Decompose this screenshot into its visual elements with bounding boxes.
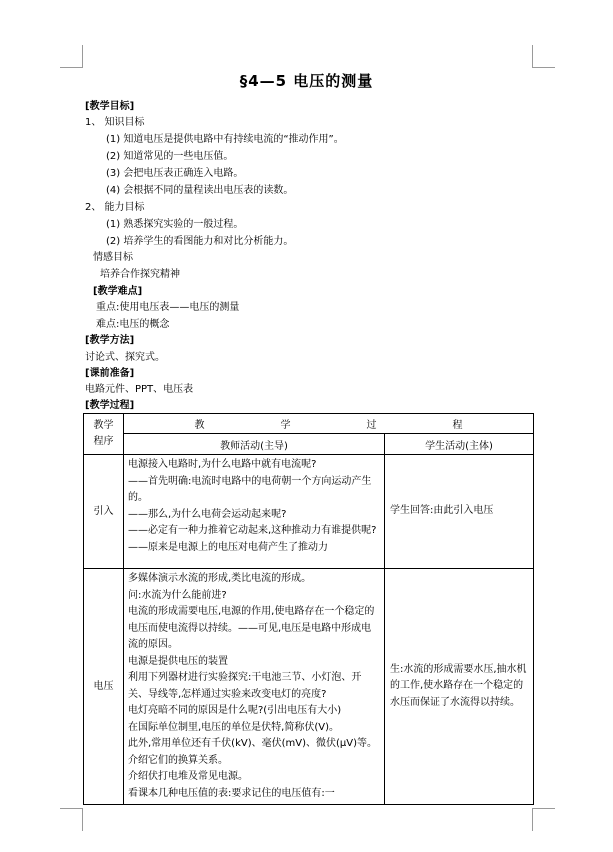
goals-heading: [教学目标] <box>85 101 135 112</box>
header-stage-cell <box>84 414 124 455</box>
knowledge-item: (2) 知道常见的一些电压值。 <box>106 151 234 162</box>
key-point: 重点:使用电压表——电压的测量 <box>96 302 240 313</box>
teacher-line: ——首先明确:电流时电路中的电荷朝一个方向运动产生的。 <box>128 475 372 503</box>
header-stage-line: 程序 <box>93 436 114 447</box>
header-process <box>124 414 534 434</box>
knowledge-item: (3) 会把电压表正确连入电路。 <box>106 168 244 179</box>
teacher-line: 电灯亮暗不同的原因是什么呢?(引出电压有大小) <box>128 705 342 716</box>
crop-mark-top-left-v <box>82 45 83 68</box>
ability-item: (1) 熟悉探究实验的一般过程。 <box>106 219 244 230</box>
crop-mark-top-right-v <box>532 45 533 68</box>
teacher-line: 电源是提供电压的装置 <box>128 655 228 667</box>
crop-mark-top-right-h <box>532 67 555 68</box>
crop-mark-bottom-left-v <box>82 808 83 831</box>
stage-cell: 电压 <box>84 569 124 805</box>
method-text: 讨论式、探究式。 <box>85 352 165 363</box>
teacher-line: ——原来是电源上的电压对电荷产生了推动力 <box>128 541 328 553</box>
stage-cell: 引入 <box>84 455 124 569</box>
header-stage-line: 教学 <box>93 420 114 431</box>
crop-mark-bottom-right-h <box>532 808 555 809</box>
teacher-line: 电源接入电路时,为什么电路中就有电流呢? <box>128 459 317 470</box>
teacher-line: 电流的形成需要电压,电源的作用,使电路存在一个稳定的电压而使电流得以持续。——可见,电压是电路中形成电流的原因。 <box>128 606 375 650</box>
header-process-char: 程 <box>452 420 463 431</box>
header-process-char: 学 <box>280 420 291 431</box>
crop-mark-top-left-h <box>60 67 83 68</box>
header-teacher: 教师活动(主导) <box>124 434 385 455</box>
teacher-activity-cell <box>124 569 385 805</box>
teacher-line: ——必定有一种力推着它动起来,这种推动力有谁提供呢? <box>128 525 377 536</box>
prep-heading: [课前准备] <box>85 368 135 379</box>
crop-mark-bottom-right-v <box>532 808 533 831</box>
teacher-activity-cell <box>124 455 385 569</box>
method-heading: [教学方法] <box>85 335 135 346</box>
header-process-char: 教 <box>194 420 205 431</box>
page-title: §4—5 电压的测量 <box>239 72 374 90</box>
table-row <box>84 455 534 569</box>
ability-item: (2) 培养学生的看图能力和对比分析能力。 <box>106 236 294 247</box>
knowledge-item: (1) 知道电压是提供电路中有持续电流的“推动作用”。 <box>106 134 344 145</box>
knowledge-heading: 1、 知识目标 <box>85 117 145 128</box>
teacher-line: 多媒体演示水流的形成,类比电流的形成。 <box>128 573 312 584</box>
knowledge-item: (4) 会根据不同的量程读出电压表的读数。 <box>106 185 294 196</box>
student-activity-cell: 学生回答:由此引入电压 <box>385 455 534 569</box>
teacher-line: 看课本几种电压值的表:要求记住的电压值有:一 <box>128 787 335 799</box>
teacher-line: 在国际单位制里,电压的单位是伏特,简称伏(V)。 <box>128 721 340 733</box>
header-student: 学生活动(主体) <box>385 434 534 455</box>
ability-heading: 2、 能力目标 <box>85 202 145 213</box>
difficult-point: 难点:电压的概念 <box>96 319 170 330</box>
emotion-text: 培养合作探究精神 <box>100 269 180 280</box>
teacher-line: 介绍伏打电堆及常见电源。 <box>128 771 248 782</box>
table-row <box>84 569 534 805</box>
teacher-line: 问:水流为什么能前进? <box>128 589 227 601</box>
teacher-line: ——那么,为什么电荷会运动起来呢? <box>128 508 287 520</box>
difficulty-heading: [教学难点] <box>93 286 143 297</box>
crop-mark-bottom-left-h <box>60 808 83 809</box>
teacher-line: 此外,常用单位还有千伏(kV)、毫伏(mV)、微伏(μV)等。介绍它们的换算关系。 <box>128 738 378 766</box>
process-table <box>83 413 534 805</box>
emotion-heading: 情感目标 <box>93 252 133 263</box>
student-activity-cell: 生:水流的形成需要水压,抽水机的工作,使水路存在一个稳定的水压而保证了水流得以持续。 <box>385 569 534 805</box>
header-process-char: 过 <box>366 420 377 431</box>
process-heading: [教学过程] <box>85 400 135 411</box>
prep-text: 电路元件、PPT、电压表 <box>85 384 194 395</box>
teacher-line: 利用下列器材进行实验探究:干电池三节、小灯泡、开关、导线等,怎样通过实验来改变电灯的亮度? <box>128 672 362 700</box>
